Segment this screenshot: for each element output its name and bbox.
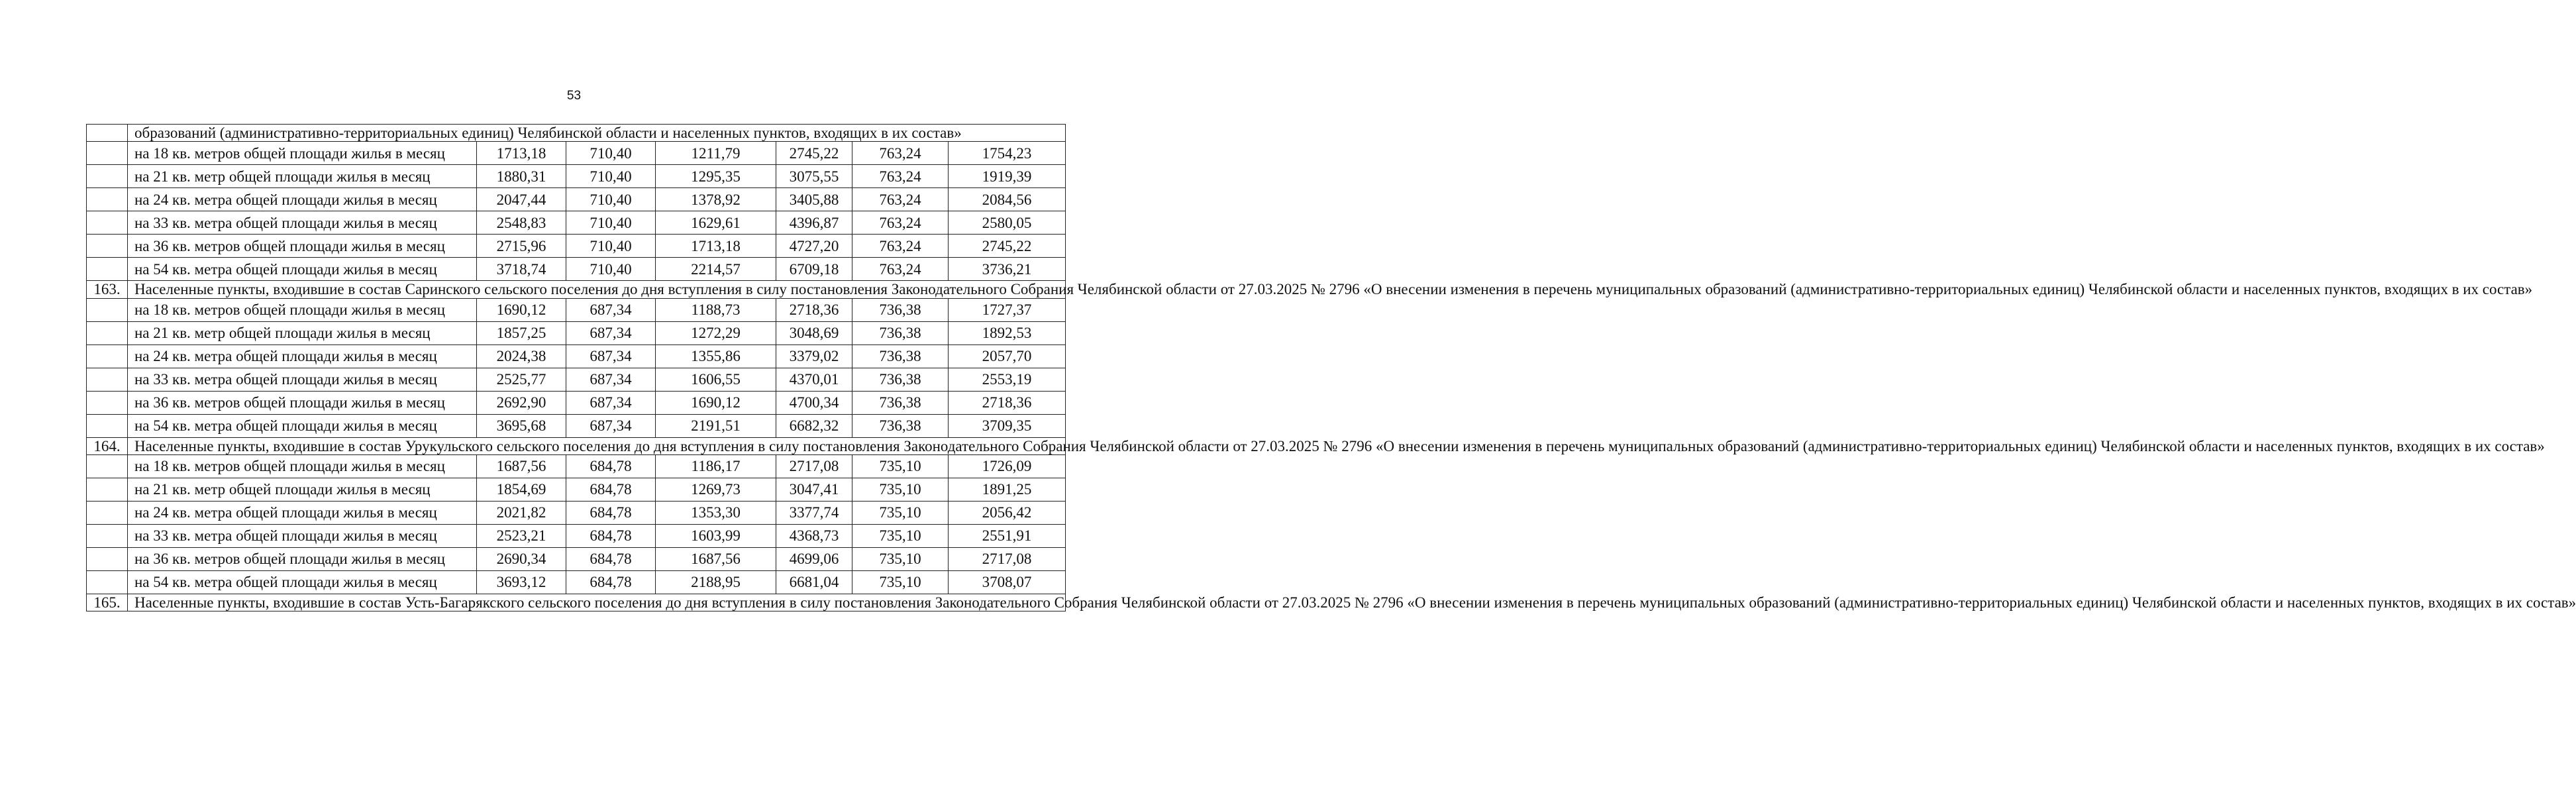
row-number-cell [87, 188, 128, 211]
value-cell: 735,10 [852, 524, 949, 547]
table-row [87, 188, 1066, 211]
value-cell: 1269,73 [656, 478, 776, 501]
value-cell: 1690,12 [656, 391, 776, 414]
value-cell: 763,24 [852, 188, 949, 211]
value-cell: 2057,70 [949, 344, 1066, 368]
value-cell: 3709,35 [949, 414, 1066, 437]
row-number-cell [87, 501, 128, 524]
value-cell: 1188,73 [656, 298, 776, 321]
row-label: на 33 кв. метра общей площади жилья в месяц [128, 524, 477, 547]
row-label: на 21 кв. метр общей площади жилья в месяц [128, 478, 477, 501]
value-cell: 4396,87 [776, 211, 852, 235]
row-number-cell [87, 211, 128, 235]
table-row [87, 454, 1066, 478]
value-cell: 684,78 [566, 454, 656, 478]
table-row [87, 142, 1066, 165]
value-cell: 2580,05 [949, 211, 1066, 235]
row-label: на 21 кв. метр общей площади жилья в месяц [128, 165, 477, 188]
value-cell: 1919,39 [949, 165, 1066, 188]
row-number-cell [87, 258, 128, 281]
value-cell: 3708,07 [949, 570, 1066, 594]
value-cell: 1603,99 [656, 524, 776, 547]
value-cell: 1713,18 [656, 235, 776, 258]
value-cell: 1629,61 [656, 211, 776, 235]
table-row [87, 258, 1066, 281]
value-cell: 2690,34 [477, 547, 566, 570]
value-cell: 2084,56 [949, 188, 1066, 211]
section-title: Населенные пункты, входившие в состав Саринского сельского поселения до дня вступления в силу постановления Законодательного Собрания Челябинской области от 27.03.2025 № 2796 «О внесении изменения в перечень муниципальных образований (административно-территориальных единиц) Челябинской области и населенных пунктов, входящих в их состав» [128, 281, 1066, 298]
row-number-cell [87, 524, 128, 547]
value-cell: 3048,69 [776, 321, 852, 344]
row-number-cell [87, 165, 128, 188]
value-cell: 2692,90 [477, 391, 566, 414]
value-cell: 2718,36 [776, 298, 852, 321]
value-cell: 2718,36 [949, 391, 1066, 414]
tariff-table-body [87, 125, 2576, 611]
value-cell: 2214,57 [656, 258, 776, 281]
value-cell: 4700,34 [776, 391, 852, 414]
section-header-row [87, 594, 1066, 611]
value-cell: 2745,22 [776, 142, 852, 165]
value-cell: 3736,21 [949, 258, 1066, 281]
value-cell: 1727,37 [949, 298, 1066, 321]
value-cell: 2551,91 [949, 524, 1066, 547]
row-label: на 54 кв. метра общей площади жилья в месяц [128, 570, 477, 594]
row-number-cell [87, 414, 128, 437]
value-cell: 684,78 [566, 570, 656, 594]
section-title: Населенные пункты, входившие в состав Усть-Багарякского сельского поселения до дня вступления в силу постановления Законодательного Собрания Челябинской области от 27.03.2025 № 2796 «О внесении изменения в перечень муниципальных образований (административно-территориальных единиц) Челябинской области и населенных пунктов, входящих в их состав» [128, 594, 1066, 611]
row-label: на 33 кв. метра общей площади жилья в месяц [128, 211, 477, 235]
table-row [87, 235, 1066, 258]
row-label: на 21 кв. метр общей площади жилья в месяц [128, 321, 477, 344]
value-cell: 687,34 [566, 391, 656, 414]
value-cell: 710,40 [566, 142, 656, 165]
table-row [87, 570, 1066, 594]
row-number-cell [87, 454, 128, 478]
value-cell: 2548,83 [477, 211, 566, 235]
table-row [87, 368, 1066, 391]
value-cell: 1713,18 [477, 142, 566, 165]
value-cell: 736,38 [852, 368, 949, 391]
section-title: образований (административно-территориальных единиц) Челябинской области и населенных пунктов, входящих в их состав» [128, 125, 1066, 142]
value-cell: 1892,53 [949, 321, 1066, 344]
value-cell: 735,10 [852, 478, 949, 501]
value-cell: 3047,41 [776, 478, 852, 501]
table-row [87, 391, 1066, 414]
value-cell: 3718,74 [477, 258, 566, 281]
value-cell: 710,40 [566, 188, 656, 211]
value-cell: 1726,09 [949, 454, 1066, 478]
value-cell: 687,34 [566, 298, 656, 321]
table-row [87, 211, 1066, 235]
value-cell: 4368,73 [776, 524, 852, 547]
value-cell: 710,40 [566, 235, 656, 258]
value-cell: 2553,19 [949, 368, 1066, 391]
table-row [87, 524, 1066, 547]
row-number-cell [87, 321, 128, 344]
row-label: на 33 кв. метра общей площади жилья в месяц [128, 368, 477, 391]
section-header-row [87, 125, 1066, 142]
value-cell: 736,38 [852, 298, 949, 321]
row-label: на 24 кв. метра общей площади жилья в месяц [128, 344, 477, 368]
value-cell: 6709,18 [776, 258, 852, 281]
value-cell: 1854,69 [477, 478, 566, 501]
value-cell: 684,78 [566, 501, 656, 524]
value-cell: 4727,20 [776, 235, 852, 258]
value-cell: 736,38 [852, 391, 949, 414]
row-label: на 24 кв. метра общей площади жилья в месяц [128, 188, 477, 211]
page-number: 53 [566, 89, 582, 103]
value-cell: 710,40 [566, 258, 656, 281]
value-cell: 1687,56 [656, 547, 776, 570]
value-cell: 684,78 [566, 547, 656, 570]
value-cell: 1690,12 [477, 298, 566, 321]
table-row [87, 547, 1066, 570]
section-number: 163. [87, 281, 128, 298]
value-cell: 687,34 [566, 414, 656, 437]
value-cell: 736,38 [852, 344, 949, 368]
value-cell: 2715,96 [477, 235, 566, 258]
value-cell: 684,78 [566, 524, 656, 547]
value-cell: 736,38 [852, 321, 949, 344]
value-cell: 2191,51 [656, 414, 776, 437]
row-number-cell [87, 142, 128, 165]
row-number-cell [87, 478, 128, 501]
table-row [87, 414, 1066, 437]
value-cell: 2717,08 [949, 547, 1066, 570]
row-label: на 36 кв. метров общей площади жилья в месяц [128, 391, 477, 414]
value-cell: 1754,23 [949, 142, 1066, 165]
value-cell: 1880,31 [477, 165, 566, 188]
row-number-cell [87, 235, 128, 258]
value-cell: 4699,06 [776, 547, 852, 570]
value-cell: 3405,88 [776, 188, 852, 211]
section-header-row [87, 281, 1066, 298]
value-cell: 736,38 [852, 414, 949, 437]
value-cell: 6682,32 [776, 414, 852, 437]
value-cell: 735,10 [852, 547, 949, 570]
row-number-cell [87, 298, 128, 321]
value-cell: 2745,22 [949, 235, 1066, 258]
row-label: на 54 кв. метра общей площади жилья в месяц [128, 414, 477, 437]
section-title: Населенные пункты, входившие в состав Урукульского сельского поселения до дня вступления в силу постановления Законодательного Собрания Челябинской области от 27.03.2025 № 2796 «О внесении изменения в перечень муниципальных образований (административно-территориальных единиц) Челябинской области и населенных пунктов, входящих в их состав» [128, 437, 1066, 454]
table-row [87, 478, 1066, 501]
value-cell: 3695,68 [477, 414, 566, 437]
table-row [87, 165, 1066, 188]
value-cell: 3693,12 [477, 570, 566, 594]
value-cell: 710,40 [566, 211, 656, 235]
value-cell: 687,34 [566, 344, 656, 368]
row-label: на 24 кв. метра общей площади жилья в месяц [128, 501, 477, 524]
value-cell: 1891,25 [949, 478, 1066, 501]
value-cell: 763,24 [852, 258, 949, 281]
value-cell: 2024,38 [477, 344, 566, 368]
section-number: 164. [87, 437, 128, 454]
value-cell: 1295,35 [656, 165, 776, 188]
row-label: на 18 кв. метров общей площади жилья в месяц [128, 142, 477, 165]
section-header-row [87, 437, 1066, 454]
value-cell: 2717,08 [776, 454, 852, 478]
value-cell: 763,24 [852, 235, 949, 258]
value-cell: 2525,77 [477, 368, 566, 391]
row-number-cell [87, 547, 128, 570]
value-cell: 684,78 [566, 478, 656, 501]
row-label: на 36 кв. метров общей площади жилья в месяц [128, 547, 477, 570]
section-number [87, 125, 128, 142]
row-number-cell [87, 570, 128, 594]
value-cell: 2047,44 [477, 188, 566, 211]
value-cell: 687,34 [566, 321, 656, 344]
row-label: на 18 кв. метров общей площади жилья в месяц [128, 454, 477, 478]
row-number-cell [87, 391, 128, 414]
table-row [87, 501, 1066, 524]
value-cell: 710,40 [566, 165, 656, 188]
value-cell: 763,24 [852, 142, 949, 165]
value-cell: 1606,55 [656, 368, 776, 391]
value-cell: 2523,21 [477, 524, 566, 547]
row-number-cell [87, 344, 128, 368]
value-cell: 735,10 [852, 570, 949, 594]
value-cell: 2021,82 [477, 501, 566, 524]
tariff-table [86, 124, 2576, 611]
table-row [87, 321, 1066, 344]
row-label: на 54 кв. метра общей площади жилья в месяц [128, 258, 477, 281]
value-cell: 4370,01 [776, 368, 852, 391]
value-cell: 3075,55 [776, 165, 852, 188]
value-cell: 1211,79 [656, 142, 776, 165]
value-cell: 1272,29 [656, 321, 776, 344]
table-row [87, 298, 1066, 321]
section-number: 165. [87, 594, 128, 611]
value-cell: 763,24 [852, 165, 949, 188]
value-cell: 687,34 [566, 368, 656, 391]
value-cell: 735,10 [852, 501, 949, 524]
value-cell: 3379,02 [776, 344, 852, 368]
value-cell: 6681,04 [776, 570, 852, 594]
value-cell: 1186,17 [656, 454, 776, 478]
value-cell: 2188,95 [656, 570, 776, 594]
row-number-cell [87, 368, 128, 391]
value-cell: 763,24 [852, 211, 949, 235]
row-label: на 18 кв. метров общей площади жилья в месяц [128, 298, 477, 321]
table-row [87, 344, 1066, 368]
row-label: на 36 кв. метров общей площади жилья в месяц [128, 235, 477, 258]
value-cell: 2056,42 [949, 501, 1066, 524]
value-cell: 735,10 [852, 454, 949, 478]
value-cell: 3377,74 [776, 501, 852, 524]
value-cell: 1355,86 [656, 344, 776, 368]
value-cell: 1353,30 [656, 501, 776, 524]
value-cell: 1857,25 [477, 321, 566, 344]
value-cell: 1378,92 [656, 188, 776, 211]
value-cell: 1687,56 [477, 454, 566, 478]
